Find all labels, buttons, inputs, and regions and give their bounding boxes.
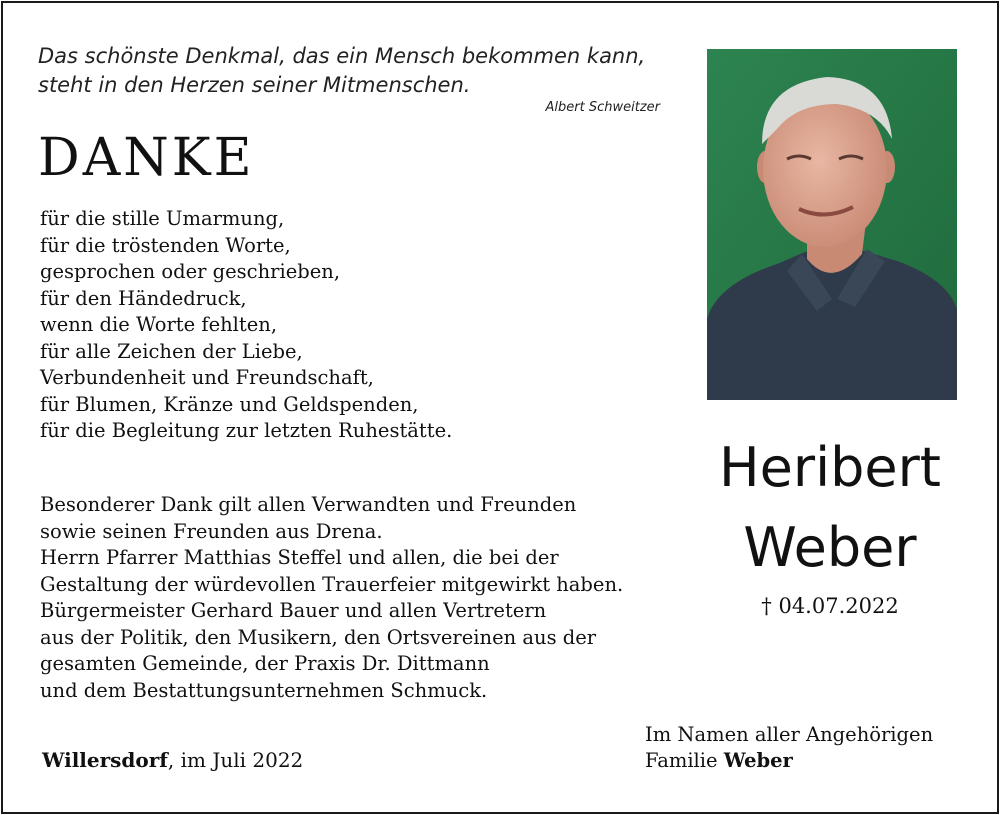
thanks-list — [40, 206, 452, 445]
thanks-line: für die stille Umarmung, — [40, 207, 285, 230]
signature-family-line — [645, 748, 933, 774]
thanks-line: für den Händedruck, — [40, 286, 247, 310]
thanks-line: Verbundenheit und Freundschaft, — [40, 366, 374, 389]
special-thanks-line: Herrn Pfarrer Matthias Steffel und allen, die bei der — [40, 546, 559, 569]
place-date — [42, 748, 303, 772]
thanks-line: für die Begleitung zur letzten Ruhestätte. — [40, 419, 453, 442]
portrait-photo — [707, 49, 957, 400]
quote-author: Albert Schweitzer — [545, 100, 660, 115]
special-thanks-line: Besonderer Dank gilt allen Verwandten und Freunden — [40, 493, 577, 516]
heading-danke: DANKE — [38, 128, 255, 188]
special-thanks-line: und dem Bestattungsunternehmen Schmuck. — [40, 678, 488, 702]
thanks-line: wenn die Worte fehlten, — [40, 313, 278, 336]
quote-line: steht in den Herzen seiner Mitmenschen. — [38, 73, 471, 97]
portrait-illustration — [707, 49, 957, 400]
death-date: † 04.07.2022 — [761, 594, 899, 618]
special-thanks-line: gesamten Gemeinde, der Praxis Dr. Dittmann — [40, 652, 490, 675]
signature-family: Weber — [723, 749, 793, 772]
special-thanks — [40, 492, 623, 704]
special-thanks-line: Gestaltung der würdevollen Trauerfeier mitgewirkt haben. — [40, 572, 624, 596]
special-thanks-line: aus der Politik, den Musikern, den Ortsvereinen aus der — [40, 625, 597, 649]
signature-prefix: Familie — [645, 749, 724, 772]
special-thanks-line: Bürgermeister Gerhard Bauer und allen Vertretern — [40, 599, 547, 622]
thanks-line: für die tröstenden Worte, — [40, 233, 291, 257]
place-date-text: , im Juli 2022 — [167, 748, 304, 772]
quote-line: Das schönste Denkmal, das ein Mensch bekommen kann, — [38, 44, 646, 68]
thanks-line: für alle Zeichen der Liebe, — [40, 339, 303, 363]
thanks-line: gesprochen oder geschrieben, — [40, 260, 341, 283]
first-name: Heribert — [719, 436, 941, 499]
signature — [645, 722, 933, 774]
quote — [38, 42, 678, 100]
place-town: Willersdorf — [42, 748, 168, 772]
thanks-line: für Blumen, Kränze und Geldspenden, — [40, 392, 419, 416]
special-thanks-line: sowie seinen Freunden aus Drena. — [40, 519, 383, 543]
last-name: Weber — [743, 516, 917, 579]
deceased-name — [700, 428, 960, 588]
signature-line: Im Namen aller Angehörigen — [645, 723, 934, 746]
